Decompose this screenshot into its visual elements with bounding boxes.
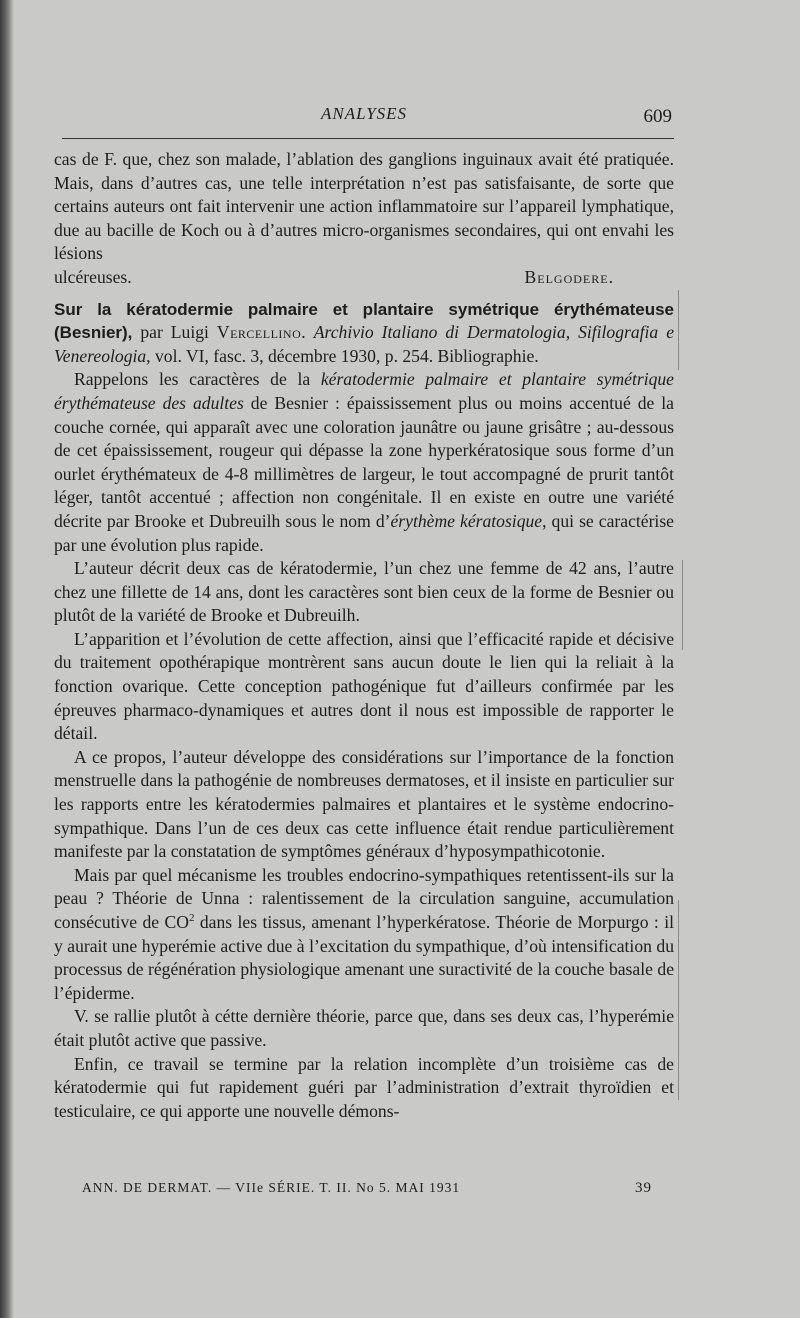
running-title: ANALYSES — [320, 104, 408, 123]
p1-text-b: de Besnier : épaississement plus ou moins accentué de la couche cornée, qui apparaît avec une coloration jaunâtre ou jaune grisâtre ; au-dessous de cet épaississement, rougeur qui dépasse la zone hyperkératosique sous forme d’un ourlet érythémateux de 4-8 millimètres de largeur, le tout accompagné de prurit tantôt léger, tantôt accentué ; affection non congénitale. Il en existe en outre une variété décrite par Brooke et Dubreuilh sous le nom d’ — [54, 392, 674, 531]
paragraph-3: L’apparition et l’évolution de cette affection, ainsi que l’efficacité rapide et décisive du traitement opothérapique montrèrent sans aucun doute le lien qui la reliait à la fonction ovarique. Cette conception pathogénique fut d’ailleurs confirmée par les épreuves pharmaco-dynamiques et autres dont il nous est impossible de rapporter le détail. — [54, 628, 674, 744]
p5-superscript: 2 — [188, 912, 195, 925]
paragraph-6: V. se rallie plutôt à cétte dernière théorie, parce que, dans ses deux cas, l’hyperémie était plutôt active que passive. — [54, 1006, 674, 1050]
paragraph-7: Enfin, ce travail se termine par la relation incomplète d’un troisième cas de kératodermie qui fut rapidement guéri par l’administration d’extrait thyroïdien et testiculaire, ce qui apporte une nouvelle démons- — [54, 1053, 674, 1121]
document-page — [14, 0, 800, 1318]
page-number: 609 — [643, 106, 672, 127]
p5-text-b: dans les tissus, amenant l’hyperkératose. Théorie de Morpurgo : il y aurait une hyperémie active due à l’excitation du sympathique, d’où intensification du processus de régénération physiologique amenant une suractivité de la couche basale de l’épiderme. — [54, 912, 675, 1003]
p5-text-a: Mais par quel mécanisme les troubles endocrino-sympathiques retentissent-ils sur la peau ? Théorie de Unna : ralentissement de la circulation sanguine, accumulation consécutive de CO — [54, 864, 674, 932]
article-heading — [54, 298, 674, 369]
paragraph-4: A ce propos, l’auteur développe des considérations sur l’importance de la fonction menstruelle dans la pathogénie de nombreuses dermatoses, et il insiste en particulier sur les rapports entre les kératodermies palmaires et plantaires et le système endocrino-sympathique. Dans l’un de ces deux cas cette influence était rendue particulièrement manifeste par la constatation de symptômes généraux d’hyposympathicotonie. — [54, 746, 674, 862]
scan-binding-edge — [0, 0, 14, 1318]
margin-scan-mark — [678, 290, 679, 370]
header-rule — [62, 138, 674, 139]
p1-text-a: Rappelons les caractères de la — [74, 369, 321, 390]
page-footer — [82, 1180, 652, 1200]
previous-article-text: cas de F. que, chez son malade, l’ablation des ganglions inguinaux avait été pratiquée. Mais, dans d’autres cas, une telle interprétation n’est pas satisfaisante, de sorte que certains auteurs ont fait intervenir une action inflammatoire sur l’appareil lymphatique, due au bacille de Koch ou à d’autres micro-organismes secondaires, qui ont envahi les lésions — [54, 149, 674, 264]
p1-term-2: érythème kératosique — [390, 510, 543, 531]
article-journal: Archivio Italiano di Dermatologia, Sifilografia e Venereologia, — [54, 322, 675, 366]
article-title: Sur la kératodermie palmaire et plantaire symétrique érythémateuse (Besnier), — [54, 299, 674, 343]
previous-article-last-line: ulcéreuses. — [54, 266, 132, 287]
p1-text-c: , qui se caractérise par une évolution plus rapide. — [54, 510, 674, 555]
footer-journal-line: ANN. DE DERMAT. — VIIe SÉRIE. T. II. No 5. MAI 1931 — [82, 1180, 461, 1195]
previous-article-closing — [54, 266, 674, 290]
article-reference: vol. VI, fasc. 3, décembre 1930, p. 254. Bibliographie. — [150, 345, 539, 366]
page-body — [54, 148, 674, 1123]
reviewer-signature: Belgodere. — [524, 266, 614, 287]
page-header — [54, 104, 674, 130]
paragraph-5 — [54, 864, 674, 1006]
margin-scan-mark — [682, 560, 683, 650]
margin-scan-mark — [678, 900, 679, 1100]
article-by: par Luigi — [132, 322, 217, 343]
article-author: Vercellino. — [216, 322, 307, 343]
p1-term: kératodermie palmaire et plantaire symétrique érythémateuse des adultes — [54, 369, 674, 413]
paragraph-1 — [54, 368, 674, 557]
footer-signature-mark: 39 — [635, 1180, 652, 1196]
paragraph-2: L’auteur décrit deux cas de kératodermie, l’un chez une femme de 42 ans, l’autre chez une fillette de 14 ans, dont les caractères sont bien ceux de la forme de Besnier ou plutôt de la variété de Brooke et Dubreuilh. — [54, 558, 674, 626]
